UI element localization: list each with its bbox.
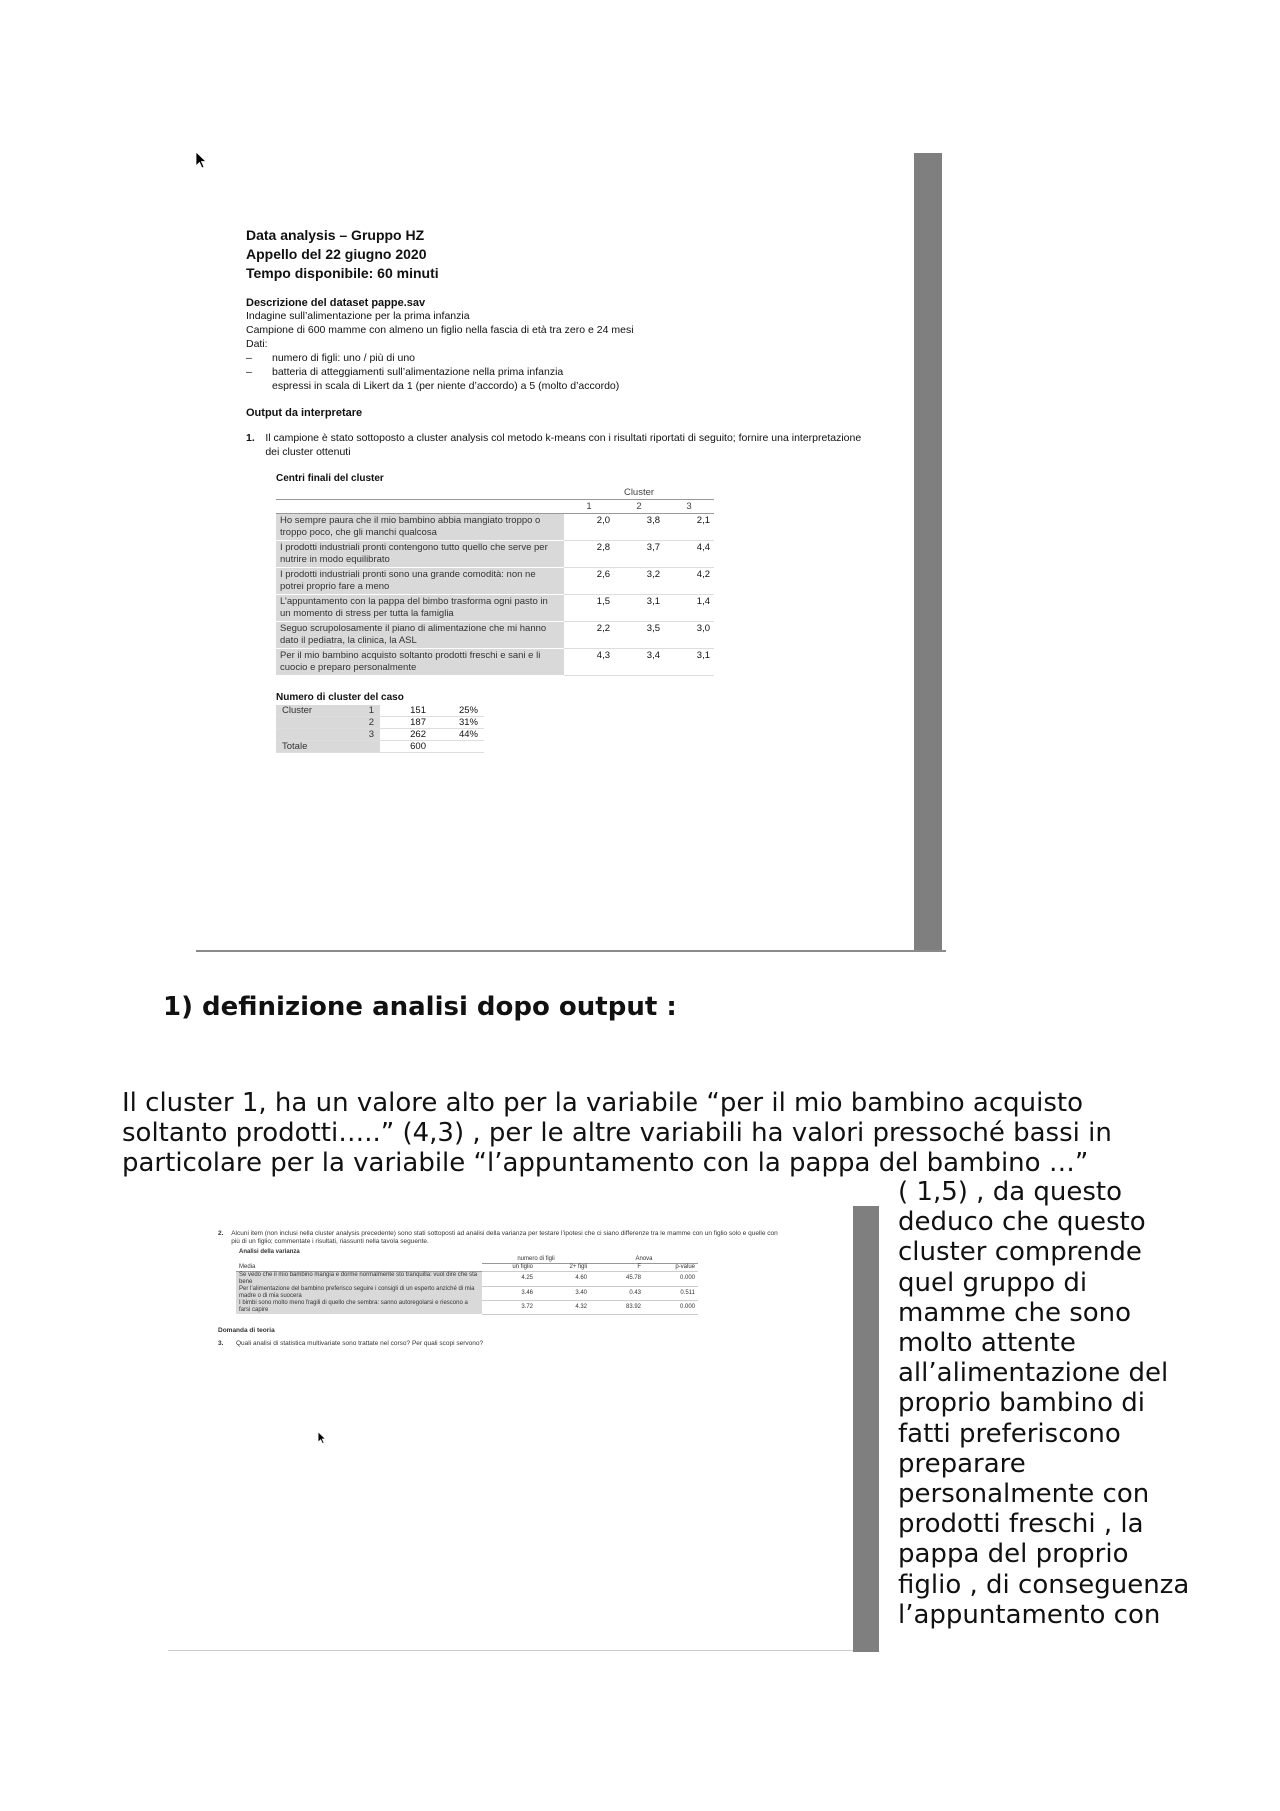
cell: 4.60 <box>536 1272 590 1287</box>
dataset-line: Dati: <box>246 338 268 350</box>
row-label: Seguo scrupolosamente il piano di alimentazione che mi hanno dato il pediatra, la clinica, la ASL <box>276 622 564 649</box>
cell: 2,0 <box>564 514 614 541</box>
cluster-centers-table <box>276 473 714 676</box>
exam-title-line-2: Appello del 22 giugno 2020 <box>246 246 427 262</box>
dataset-heading: Descrizione del dataset pappe.sav <box>246 297 426 309</box>
question-2 <box>218 1230 778 1245</box>
table-row <box>276 514 714 541</box>
cell: 2,8 <box>564 541 614 568</box>
column-header: 2 <box>614 500 664 514</box>
cell: 4,3 <box>564 649 614 676</box>
cell: 3,4 <box>614 649 664 676</box>
cell: 4,2 <box>664 568 714 595</box>
row-label: Per il mio bambino acquisto soltanto prodotti freschi e sani e li cuocio e preparo personalmente <box>276 649 564 676</box>
cell: 3,2 <box>614 568 664 595</box>
theory-heading: Domanda di teoria <box>218 1326 275 1334</box>
column-header: 2+ figli <box>536 1264 590 1272</box>
cell: 3.40 <box>536 1286 590 1300</box>
cell: 3,1 <box>664 649 714 676</box>
exam-title-line-3: Tempo disponibile: 60 minuti <box>246 265 439 281</box>
column-header: Media <box>236 1264 482 1272</box>
exam-document-part2 <box>218 1230 778 1348</box>
cell: 3.46 <box>482 1286 536 1300</box>
table-row <box>236 1286 698 1300</box>
cell: 25% <box>432 705 484 717</box>
cell: 31% <box>432 717 484 729</box>
table-caption: Analisi della varianza <box>239 1249 300 1255</box>
row-label: L’appuntamento con la pappa del bimbo trasforma ogni pasto in un momento di stress per tutta la famiglia <box>276 595 564 622</box>
bullet-item: – batteria di atteggiamenti sull’alimentazione nella prima infanzia <box>246 365 866 379</box>
cell: 3,8 <box>614 514 664 541</box>
cell: 83.92 <box>590 1300 644 1314</box>
table-row <box>276 717 484 729</box>
question-1 <box>246 431 866 459</box>
question-number: 3. <box>218 1340 224 1347</box>
dataset-line: Indagine sull’alimentazione per la prima infanzia <box>246 310 470 322</box>
cell: 600 <box>380 741 432 753</box>
exam-document <box>246 226 866 753</box>
cell: 0.000 <box>644 1300 698 1314</box>
anova-table <box>236 1249 698 1315</box>
row-label: Ho sempre paura che il mio bambino abbia mangiato troppo o troppo poco, che gli manchi qualcosa <box>276 514 564 541</box>
question-number: 1. <box>246 432 255 444</box>
dataset-bullets <box>246 351 866 379</box>
column-group-header: numero di figli <box>482 1256 590 1264</box>
table-row <box>276 705 484 717</box>
table-caption: Centri finali del cluster <box>276 473 384 484</box>
row-label: Per l’alimentazione del bambino preferisco seguire i consigli di un esperto anziché di mia madre o di mia suocera <box>236 1286 482 1300</box>
table-row <box>276 568 714 595</box>
bullet-note: espressi in scala di Likert da 1 (per niente d’accordo) a 5 (molto d’accordo) <box>272 380 620 392</box>
cell: 44% <box>432 729 484 741</box>
table-caption: Numero di cluster del caso <box>276 692 404 703</box>
scrollbar[interactable] <box>853 1206 879 1652</box>
row-label: I bimbi sono molto meno fragili di quello che sembra: sanno autoregolarsi e riescono a farsi capire <box>236 1300 482 1314</box>
section-heading: 1) definizione analisi dopo output : <box>163 992 677 1022</box>
question-text: Quali analisi di statistica multivariate sono trattate nel corso? Per quali scopi servono? <box>236 1340 484 1347</box>
row-label: Totale <box>276 741 380 753</box>
cell: 3,5 <box>614 622 664 649</box>
cell: 2 <box>338 717 380 729</box>
mouse-cursor-icon <box>196 152 208 170</box>
column-header: un figlio <box>482 1264 536 1272</box>
cell: 2,2 <box>564 622 614 649</box>
cell: 151 <box>380 705 432 717</box>
analysis-column-text: ( 1,5) , da questo deduco che questo cluster comprende quel gruppo di mamme che sono molto attente all’alimentazione del proprio bambino di fatti preferiscono preparare personalmente con prodotti freschi , la pappa del proprio figlio , di conseguenza l’appuntamento con <box>898 1177 1190 1630</box>
column-header: F <box>590 1264 644 1272</box>
cell: 0.000 <box>644 1272 698 1287</box>
row-label: I prodotti industriali pronti contengono tutto quello che serve per nutrire in modo equilibrato <box>276 541 564 568</box>
scrollbar[interactable] <box>914 153 942 950</box>
column-group-header: Anova <box>590 1256 698 1264</box>
cell: 187 <box>380 717 432 729</box>
analysis-paragraph: Il cluster 1, ha un valore alto per la variabile “per il mio bambino acquisto soltanto prodotti…..” (4,3) , per le altre variabili ha valori pressoché bassi in particolare per la variabile “l’appuntamento con la pappa del bambino …” <box>122 1088 1112 1178</box>
mouse-cursor-icon <box>318 1432 327 1445</box>
question-number: 2. <box>218 1230 224 1237</box>
table-row <box>276 595 714 622</box>
cell: 2,1 <box>664 514 714 541</box>
cell: 4,4 <box>664 541 714 568</box>
column-header: p-value <box>644 1264 698 1272</box>
cell: 4.25 <box>482 1272 536 1287</box>
row-label: I prodotti industriali pronti sono una grande comodità: non ne potrei proprio fare a meno <box>276 568 564 595</box>
column-header: 3 <box>664 500 714 514</box>
table-row <box>236 1272 698 1287</box>
row-label: Se vedo che il mio bambino mangia e dorme normalmente sto tranquilla: vuol dire che sta bene <box>236 1272 482 1287</box>
table-row <box>276 729 484 741</box>
cell: 262 <box>380 729 432 741</box>
row-label: Cluster <box>276 705 338 717</box>
question-3 <box>218 1340 778 1348</box>
cell: 1,5 <box>564 595 614 622</box>
cluster-group-header: Cluster <box>564 486 714 500</box>
table-row <box>276 649 714 676</box>
cell: 3,0 <box>664 622 714 649</box>
table-row <box>276 741 484 753</box>
output-heading: Output da interpretare <box>246 407 363 419</box>
question-text: Il campione è stato sottoposto a cluster analysis col metodo k-means con i risultati riportati di seguito; fornire una interpretazione dei cluster ottenuti <box>265 432 862 458</box>
cell: 4.32 <box>536 1300 590 1314</box>
table-row <box>276 541 714 568</box>
cell: 2,6 <box>564 568 614 595</box>
cell: 3,1 <box>614 595 664 622</box>
cell: 45.78 <box>590 1272 644 1287</box>
embedded-screenshot-exam-part2 <box>168 1200 858 1651</box>
question-text: Alcuni item (non inclusi nella cluster analysis precedente) sono stati sottoposti ad analisi della varianza per testare l’ipotesi che ci siano differenze tra le mamme con un figlio solo e quelle con più di un figlio; commentate i risultati, riassunti nella tavola seguente. <box>231 1230 778 1245</box>
table-row <box>236 1300 698 1314</box>
column-header: 1 <box>564 500 614 514</box>
table-row <box>276 622 714 649</box>
cell: 3.72 <box>482 1300 536 1314</box>
cell: 1 <box>338 705 380 717</box>
cell: 3,7 <box>614 541 664 568</box>
cluster-count-table <box>276 692 484 753</box>
cell: 1,4 <box>664 595 714 622</box>
cell: 0.511 <box>644 1286 698 1300</box>
dataset-line: Campione di 600 mamme con almeno un figlio nella fascia di età tra zero e 24 mesi <box>246 324 634 336</box>
exam-title-line-1: Data analysis – Gruppo HZ <box>246 227 425 243</box>
cell: 0.43 <box>590 1286 644 1300</box>
cell: 3 <box>338 729 380 741</box>
bullet-item: – numero di figli: uno / più di uno <box>246 351 866 365</box>
